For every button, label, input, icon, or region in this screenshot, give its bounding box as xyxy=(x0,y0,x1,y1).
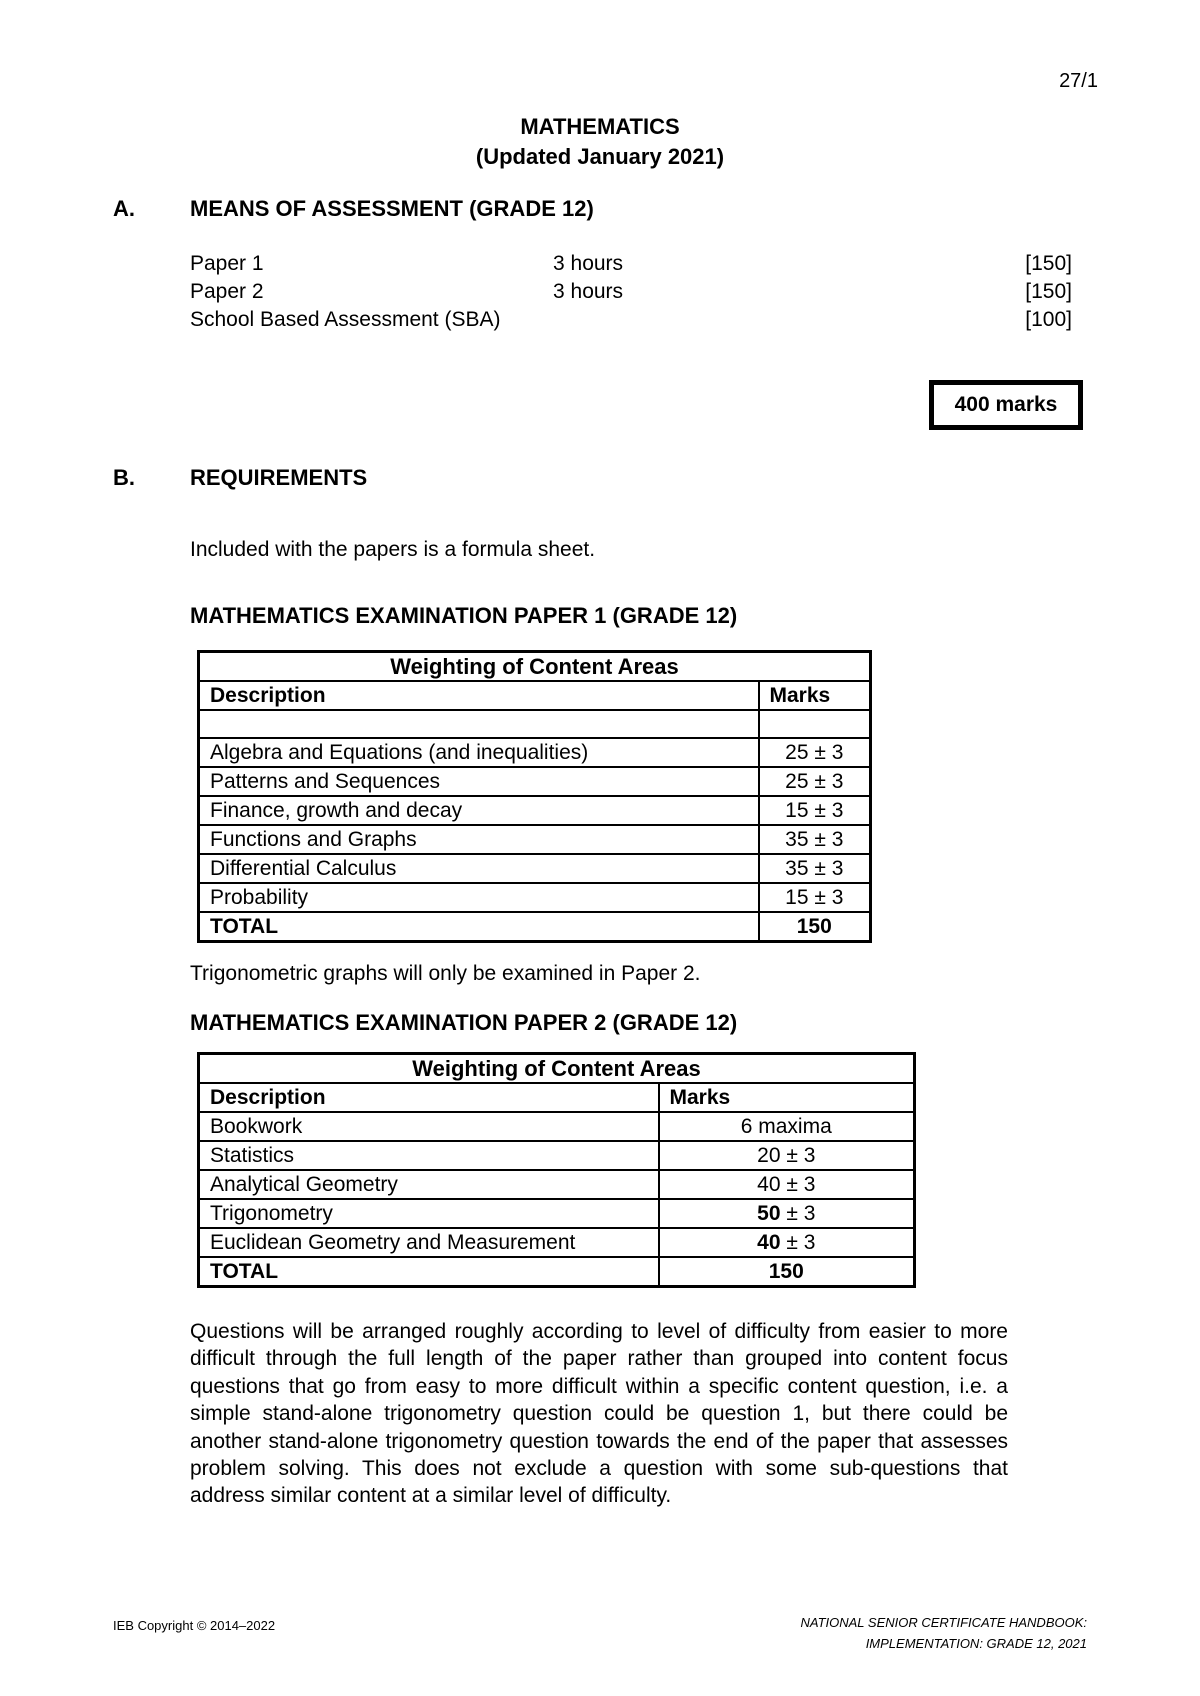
empty-row xyxy=(199,710,871,738)
table-row xyxy=(199,1112,915,1141)
marks-cell: 25 ± 3 xyxy=(759,738,871,767)
table-row xyxy=(199,1228,915,1257)
total-row xyxy=(199,1257,915,1287)
table-title: Weighting of Content Areas xyxy=(199,652,871,682)
description-cell: Analytical Geometry xyxy=(199,1170,659,1199)
section-a-label: A. xyxy=(113,196,135,221)
section-a-heading: MEANS OF ASSESSMENT (GRADE 12) xyxy=(190,196,594,221)
table-header-row xyxy=(199,681,871,710)
description-cell: Differential Calculus xyxy=(199,854,759,883)
assessment-row xyxy=(190,278,1072,306)
table-header-row xyxy=(199,1083,915,1112)
section-b-label: B. xyxy=(113,465,135,490)
marks-cell: 15 ± 3 xyxy=(759,883,871,912)
assessment-marks: [150] xyxy=(1025,280,1072,303)
marks-cell: 20 ± 3 xyxy=(659,1141,915,1170)
paper1-weighting-table xyxy=(197,650,872,943)
footer-handbook-line1: NATIONAL SENIOR CERTIFICATE HANDBOOK: xyxy=(800,1615,1087,1630)
total-marks-box xyxy=(929,380,1083,430)
description-cell: Bookwork xyxy=(199,1112,659,1141)
description-cell: Finance, growth and decay xyxy=(199,796,759,825)
paper2-weighting-table xyxy=(197,1052,916,1288)
total-label-cell: TOTAL xyxy=(199,912,759,942)
marks-cell: 35 ± 3 xyxy=(759,854,871,883)
column-header-description: Description xyxy=(199,681,759,710)
footer-handbook-line2: IMPLEMENTATION: GRADE 12, 2021 xyxy=(865,1636,1087,1651)
table-row xyxy=(199,738,871,767)
total-marks-cell: 150 xyxy=(659,1257,915,1287)
assessment-duration xyxy=(553,306,1025,334)
table-row xyxy=(199,1141,915,1170)
marks-cell: 40 ± 3 xyxy=(659,1170,915,1199)
description-cell: Statistics xyxy=(199,1141,659,1170)
footer-handbook xyxy=(800,1612,1087,1654)
assessment-list xyxy=(190,250,1072,334)
page-number: 27/1 xyxy=(1059,70,1098,92)
marks-cell: 25 ± 3 xyxy=(759,767,871,796)
table-row xyxy=(199,825,871,854)
assessment-duration: 3 hours xyxy=(553,252,624,275)
description-cell: Algebra and Equations (and inequalities) xyxy=(199,738,759,767)
assessment-row xyxy=(190,250,1072,278)
assessment-row xyxy=(190,306,1072,334)
paper2-heading: MATHEMATICS EXAMINATION PAPER 2 (GRADE 12) xyxy=(190,1010,738,1035)
marks-cell: 50 ± 3 xyxy=(659,1199,915,1228)
assessment-name: School Based Assessment (SBA) xyxy=(190,308,501,331)
assessment-marks: [150] xyxy=(1025,252,1072,275)
table-row xyxy=(199,796,871,825)
assessment-marks: [100] xyxy=(1025,308,1072,331)
table-row xyxy=(199,1170,915,1199)
column-header-marks: Marks xyxy=(659,1083,915,1112)
column-header-marks: Marks xyxy=(759,681,871,710)
paper1-heading: MATHEMATICS EXAMINATION PAPER 1 (GRADE 12) xyxy=(190,603,738,628)
table-title: Weighting of Content Areas xyxy=(199,1054,915,1084)
doc-title: MATHEMATICS xyxy=(520,114,680,139)
footer-copyright: IEB Copyright © 2014–2022 xyxy=(113,1618,276,1633)
total-label-cell: TOTAL xyxy=(199,1257,659,1287)
table-title-row xyxy=(199,652,871,682)
assessment-name: Paper 2 xyxy=(190,280,264,303)
description-cell: Euclidean Geometry and Measurement xyxy=(199,1228,659,1257)
marks-cell: 35 ± 3 xyxy=(759,825,871,854)
trigonometry-note: Trigonometric graphs will only be examined in Paper 2. xyxy=(190,962,701,985)
table-row xyxy=(199,883,871,912)
table-row xyxy=(199,854,871,883)
description-cell: Functions and Graphs xyxy=(199,825,759,854)
description-cell: Probability xyxy=(199,883,759,912)
section-b-heading: REQUIREMENTS xyxy=(190,465,368,490)
doc-subtitle: (Updated January 2021) xyxy=(475,144,725,169)
total-marks-value: 400 marks xyxy=(954,393,1058,416)
table-title-row xyxy=(199,1054,915,1084)
table-row xyxy=(199,1199,915,1228)
assessment-name: Paper 1 xyxy=(190,252,264,275)
table-row xyxy=(199,767,871,796)
total-row xyxy=(199,912,871,942)
marks-cell: 40 ± 3 xyxy=(659,1228,915,1257)
marks-cell: 6 maxima xyxy=(659,1112,915,1141)
title-block xyxy=(0,112,1200,172)
description-cell: Patterns and Sequences xyxy=(199,767,759,796)
marks-cell: 15 ± 3 xyxy=(759,796,871,825)
formula-sheet-note: Included with the papers is a formula sheet. xyxy=(190,538,596,561)
assessment-duration: 3 hours xyxy=(553,280,624,303)
description-cell: Trigonometry xyxy=(199,1199,659,1228)
total-marks-cell: 150 xyxy=(759,912,871,942)
column-header-description: Description xyxy=(199,1083,659,1112)
difficulty-paragraph: Questions will be arranged roughly according to level of difficulty from easier to more difficult through the full length of the paper rather than grouped into content focus questions that go from easy to more difficult within a specific content question, i.e. a simple stand-alone trigonometry question could be question 1, but there could be another stand-alone trigonometry question towards the end of the paper that assesses problem solving. This does not exclude a question with some sub-questions that address similar content at a similar level of difficulty. xyxy=(190,1320,1008,1508)
